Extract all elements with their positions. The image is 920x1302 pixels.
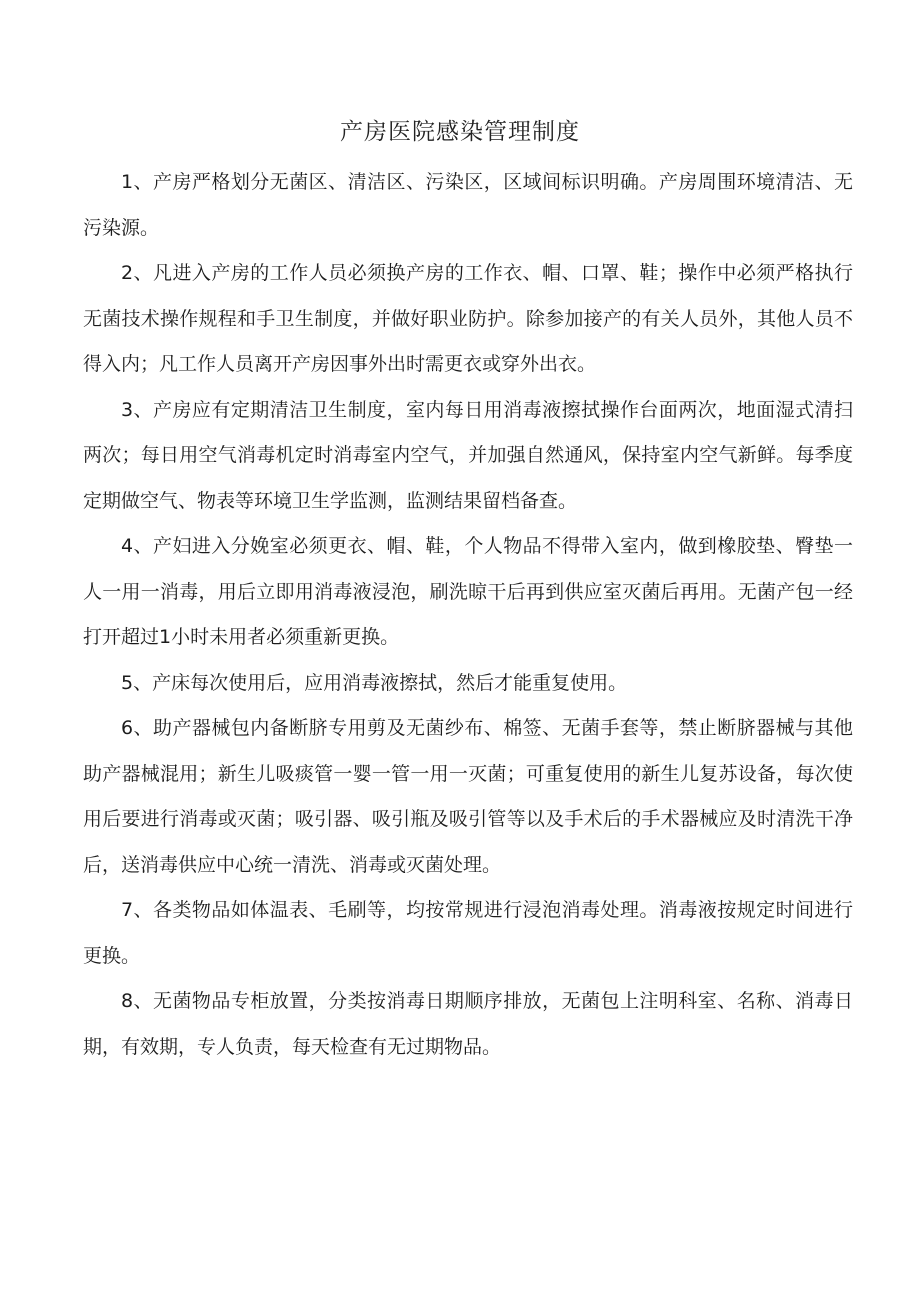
- paragraph-8: 8、无菌物品专柜放置，分类按消毒日期顺序排放，无菌包上注明科室、名称、消毒日期，有效期，专人负责，每天检查有无过期物品。: [83, 990, 853, 1058]
- paragraph-7: 7、各类物品如体温表、毛刷等，均按常规进行浸泡消毒处理。消毒液按规定时间进行更换。: [83, 899, 853, 967]
- paragraph-1: 1、产房严格划分无菌区、清洁区、污染区，区域间标识明确。产房周围环境清洁、无污染源。: [83, 171, 853, 239]
- document-title: 产房医院感染管理制度: [340, 119, 580, 145]
- paragraph-3: 3、产房应有定期清洁卫生制度，室内每日用消毒液擦拭操作台面两次，地面湿式清扫两次；每日用空气消毒机定时消毒室内空气，并加强自然通风，保持室内空气新鲜。每季度定期做空气、物表等环境卫生学监测，监测结果留档备查。: [83, 398, 853, 512]
- paragraph-2: 2、凡进入产房的工作人员必须换产房的工作衣、帽、口罩、鞋；操作中必须严格执行无菌技术操作规程和手卫生制度，并做好职业防护。除参加接产的有关人员外，其他人员不得入内；凡工作人员离开产房因事外出时需更衣或穿外出衣。: [83, 262, 853, 375]
- paragraph-6: 6、助产器械包内备断脐专用剪及无菌纱布、棉签、无菌手套等，禁止断脐器械与其他助产器械混用；新生儿吸痰管一婴一管一用一灭菌；可重复使用的新生儿复苏设备，每次使用后要进行消毒或灭菌；吸引器、吸引瓶及吸引管等以及手术后的手术器械应及时清洗干净后，送消毒供应中心统一清洗、消毒或灭菌处理。: [83, 717, 853, 876]
- document-body: [83, 160, 853, 1070]
- paragraph-4: 4、产妇进入分娩室必须更衣、帽、鞋，个人物品不得带入室内，做到橡胶垫、臀垫一人一用一消毒，用后立即用消毒液浸泡，刷洗晾干后再到供应室灭菌后再用。无菌产包一经打开超过1小时未用者必须重新更换。: [83, 535, 853, 648]
- paragraph-5: 5、产床每次使用后，应用消毒液擦拭，然后才能重复使用。: [121, 671, 628, 694]
